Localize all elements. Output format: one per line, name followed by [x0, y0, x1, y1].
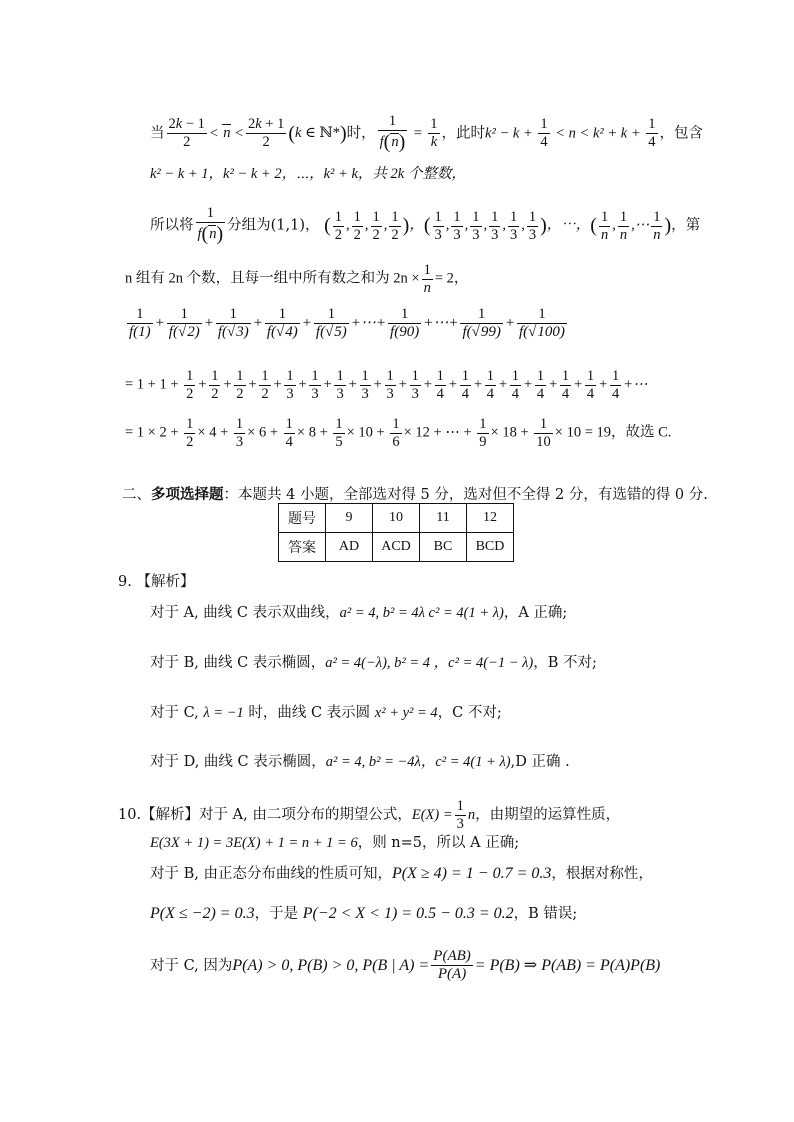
- q10-title: 10.【解析】对于 A, 由二项分布的期望公式，E(X) = $\frac{1}{3}$ n，由期望的运算性质，: [118, 798, 621, 832]
- line-5-sum: $\frac{1}{f(1)}$ + $\frac{1}{f(√2)}$ + $\frac{1}{f(√3)}$ + $\frac{1}{f(√4)}$ + $\frac{1}{f(√5)}$ +⋯+ $\frac{1}{f(90)}$ +⋯+ $\frac{1}{f(√99)}$ + $\frac{1}{f(√100)}$: [129, 306, 565, 341]
- table-answer-label: 答案: [279, 533, 326, 562]
- line-1: 当 $\frac{2k - 1}{2}$ < n < $\frac{2k + 1}{2}$ (k ∈ ℕ*)时， $\frac{1}{f(n)}$ = $\frac{1}{k}$ ，此时k² − k + $\frac{1}{4}$ < n < k² + k + $\frac{1}{4}$ ，包含: [150, 113, 704, 153]
- q9-a: 对于 A, 曲线 C 表示双曲线，a² = 4, b² = 4λ c² = 4(1 + λ)，A 正确;: [150, 605, 568, 621]
- q9-b: 对于 B, 曲线 C 表示椭圆，a² = 4(−λ), b² = 4 ，c² = 4(−1 − λ)，B 不对;: [150, 655, 597, 671]
- line-6: = 1 + 1 + $\frac{1}{2}$ + $\frac{1}{2}$ + $\frac{1}{2}$ + $\frac{1}{2}$ + $\frac{1}{3}$ + $\frac{1}{3}$ + $\frac{1}{3}$ + $\frac{1}{3}$ + $\frac{1}{3}$ + $\frac{1}{3}$ + $\frac{1}{4}$ + $\frac{1}{4}$ + $\frac{1}{4}$ + $\frac{1}{4}$ + $\frac{1}{4}$ + $\frac{1}{4}$ + $\frac{1}{4}$ + $\frac{1}{4}$ +⋯: [125, 368, 648, 402]
- q9-c: 对于 C, λ = −1 时，曲线 C 表示圆 x² + y² = 4，C 不对;: [150, 705, 502, 721]
- q10-line-4: P(X ≤ −2) = 0.3，于是 P(−2 < X < 1) = 0.5 − 0.3 = 0.2，B 错误;: [150, 905, 578, 922]
- table-cell: BC: [420, 533, 467, 562]
- q9-title: 9. 【解析】: [118, 574, 195, 590]
- line-3: 所以将 $\frac{1}{f(n)}$ 分组为(1,1)， ( $\frac{1}{2}$ , $\frac{1}{2}$ , $\frac{1}{2}$ , $\frac{1}{2}$ )，( $\frac{1}{3}$ , $\frac{1}{3}$ , $\frac{1}{3}$ , $\frac{1}{3}$ , $\frac{1}{3}$ , $\frac{1}{3}$ )，⋯，( $\frac{1}{n}$ , $\frac{1}{n}$ ,⋯ $\frac{1}{n}$ )，第: [150, 205, 701, 245]
- q9-d: 对于 D, 曲线 C 表示椭圆，a² = 4, b² = −4λ，c² = 4(1 + λ),D 正确 .: [150, 754, 570, 770]
- table-cell: 10: [373, 504, 420, 533]
- table-header-label: 题号: [279, 504, 326, 533]
- line-7: = 1 × 2 + $\frac{1}{2}$ × 4 + $\frac{1}{3}$ × 6 + $\frac{1}{4}$ × 8 + $\frac{1}{5}$ × 10 + $\frac{1}{6}$ × 12 + ⋯ + $\frac{1}{9}$ × 18 + $\frac{1}{10}$ × 10 = 19，故选 C.: [125, 416, 672, 450]
- table-cell: 11: [420, 504, 467, 533]
- line-4: n 组有 2n 个数，且每一组中所有数之和为 2n × $\frac{1}{n}$ = 2，: [125, 262, 469, 296]
- q10-line-3: 对于 B, 由正态分布曲线的性质可知，P(X ≥ 4) = 1 − 0.7 = 0.3，根据对称性，: [150, 865, 653, 882]
- answer-table: [278, 503, 514, 562]
- table-row: [279, 504, 514, 533]
- table-cell: BCD: [467, 533, 514, 562]
- table-cell: AD: [326, 533, 373, 562]
- table-cell: 12: [467, 504, 514, 533]
- table-cell: ACD: [373, 533, 420, 562]
- table-row: [279, 533, 514, 562]
- q10-line-2: E(3X + 1) = 3E(X) + 1 = n + 1 = 6，则 n=5，所以 A 正确;: [150, 835, 520, 851]
- table-cell: 9: [326, 504, 373, 533]
- line-2: k² − k + 1，k² − k + 2，⋯，k² + k，共 2k 个整数，: [150, 166, 466, 182]
- q10-line-5: 对于 C, 因为P(A) > 0, P(B) > 0, P(B | A) = $\frac{P(AB)}{P(A)}$ = P(B) ⇒ P(AB) = P(A)P(B): [150, 948, 661, 983]
- section-2-heading: 二、多项选择题：本题共 4 小题，全部选对得 5 分，选对但不全得 2 分，有选错的得 0 分.: [122, 486, 708, 503]
